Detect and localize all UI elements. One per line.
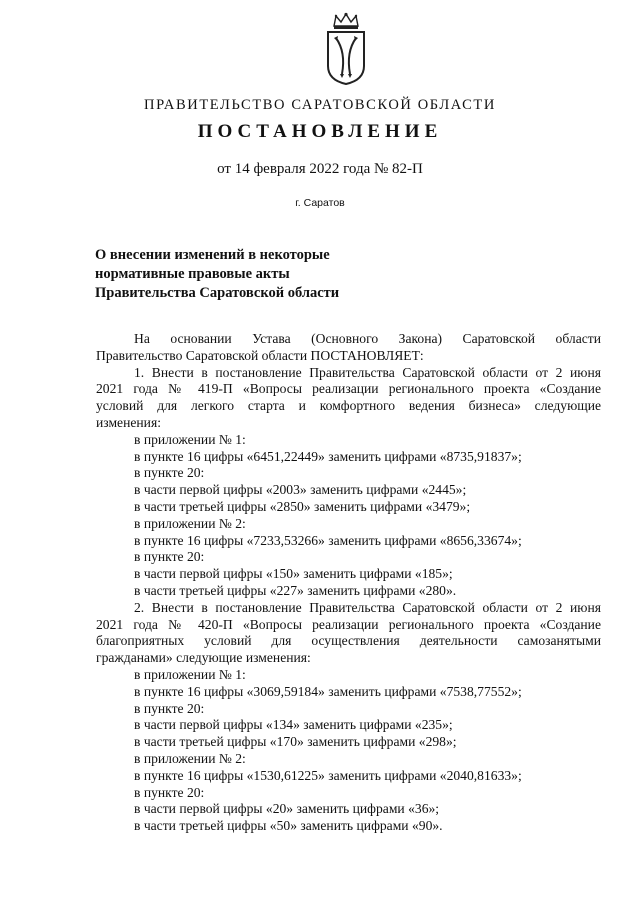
saratov-coat-of-arms-icon <box>324 12 368 86</box>
body-line: в части первой цифры «134» заменить цифрами «235»; <box>134 717 453 733</box>
body-line: в приложении № 2: <box>134 515 246 531</box>
body-line: в части третьей цифры «50» заменить цифрами «90». <box>134 818 443 834</box>
body-line: в части первой цифры «150» заменить цифрами «185»; <box>134 566 453 582</box>
body-line: в пункте 16 цифры «1530,61225» заменить цифрами «2040,81633»; <box>134 767 522 783</box>
document-type-title: ПОСТАНОВЛЕНИЕ <box>197 121 443 142</box>
document-subject <box>95 246 395 303</box>
body-line: в части третьей цифры «170» заменить цифрами «298»; <box>134 734 457 750</box>
body-line: в части первой цифры «20» заменить цифрами «36»; <box>134 801 440 817</box>
document-date-number: от 14 февраля 2022 года № 82-П <box>217 161 423 177</box>
subject-line: Правительства Саратовской области <box>95 285 340 301</box>
subject-line: нормативные правовые акты <box>95 266 290 282</box>
body-line: в пункте 16 цифры «3069,59184» заменить цифрами «7538,77552»; <box>134 683 522 699</box>
body-line: в пункте 20: <box>134 549 205 565</box>
body-line: Правительство Саратовской области ПОСТАНОВЛЯЕТ: <box>96 347 424 363</box>
body-line: благоприятных условий для осуществления деятельности самозанятыми <box>96 633 601 649</box>
body-line: гражданами» следующие изменения: <box>96 650 311 666</box>
body-line: в приложении № 1: <box>134 431 246 447</box>
body-line: в части первой цифры «2003» заменить цифрами «2445»; <box>134 482 467 498</box>
government-name: ПРАВИТЕЛЬСТВО САРАТОВСКОЙ ОБЛАСТИ <box>144 97 496 113</box>
document-city: г. Саратов <box>295 197 345 209</box>
body-line: в пункте 16 цифры «7233,53266» заменить цифрами «8656,33674»; <box>134 532 522 548</box>
body-line: изменения: <box>96 414 161 430</box>
body-line: в пункте 20: <box>134 465 205 481</box>
body-line: 2021 года № 420-П «Вопросы реализации регионального проекта «Создание <box>96 616 601 632</box>
body-line: в пункте 20: <box>134 700 205 716</box>
body-line: в части третьей цифры «2850» заменить цифрами «3479»; <box>134 498 471 514</box>
body-line: 2. Внести в постановление Правительства Саратовской области от 2 июня <box>134 599 601 615</box>
body-line: в части третьей цифры «227» заменить цифрами «280». <box>134 582 457 598</box>
body-line: в приложении № 1: <box>134 666 246 682</box>
body-line: в пункте 20: <box>134 784 205 800</box>
body-line: 2021 года № 419-П «Вопросы реализации регионального проекта «Создание <box>96 381 601 397</box>
body-line: в пункте 16 цифры «6451,22449» заменить цифрами «8735,91837»; <box>134 448 522 464</box>
body-line: 1. Внести в постановление Правительства Саратовской области от 2 июня <box>134 364 601 380</box>
document-body <box>96 331 601 835</box>
subject-line: О внесении изменений в некоторые <box>95 247 330 263</box>
body-line: в приложении № 2: <box>134 750 246 766</box>
body-line: условий для легкого старта и комфортного ведения бизнеса» следующие <box>96 398 601 414</box>
body-line: На основании Устава (Основного Закона) Саратовской области <box>134 331 601 346</box>
